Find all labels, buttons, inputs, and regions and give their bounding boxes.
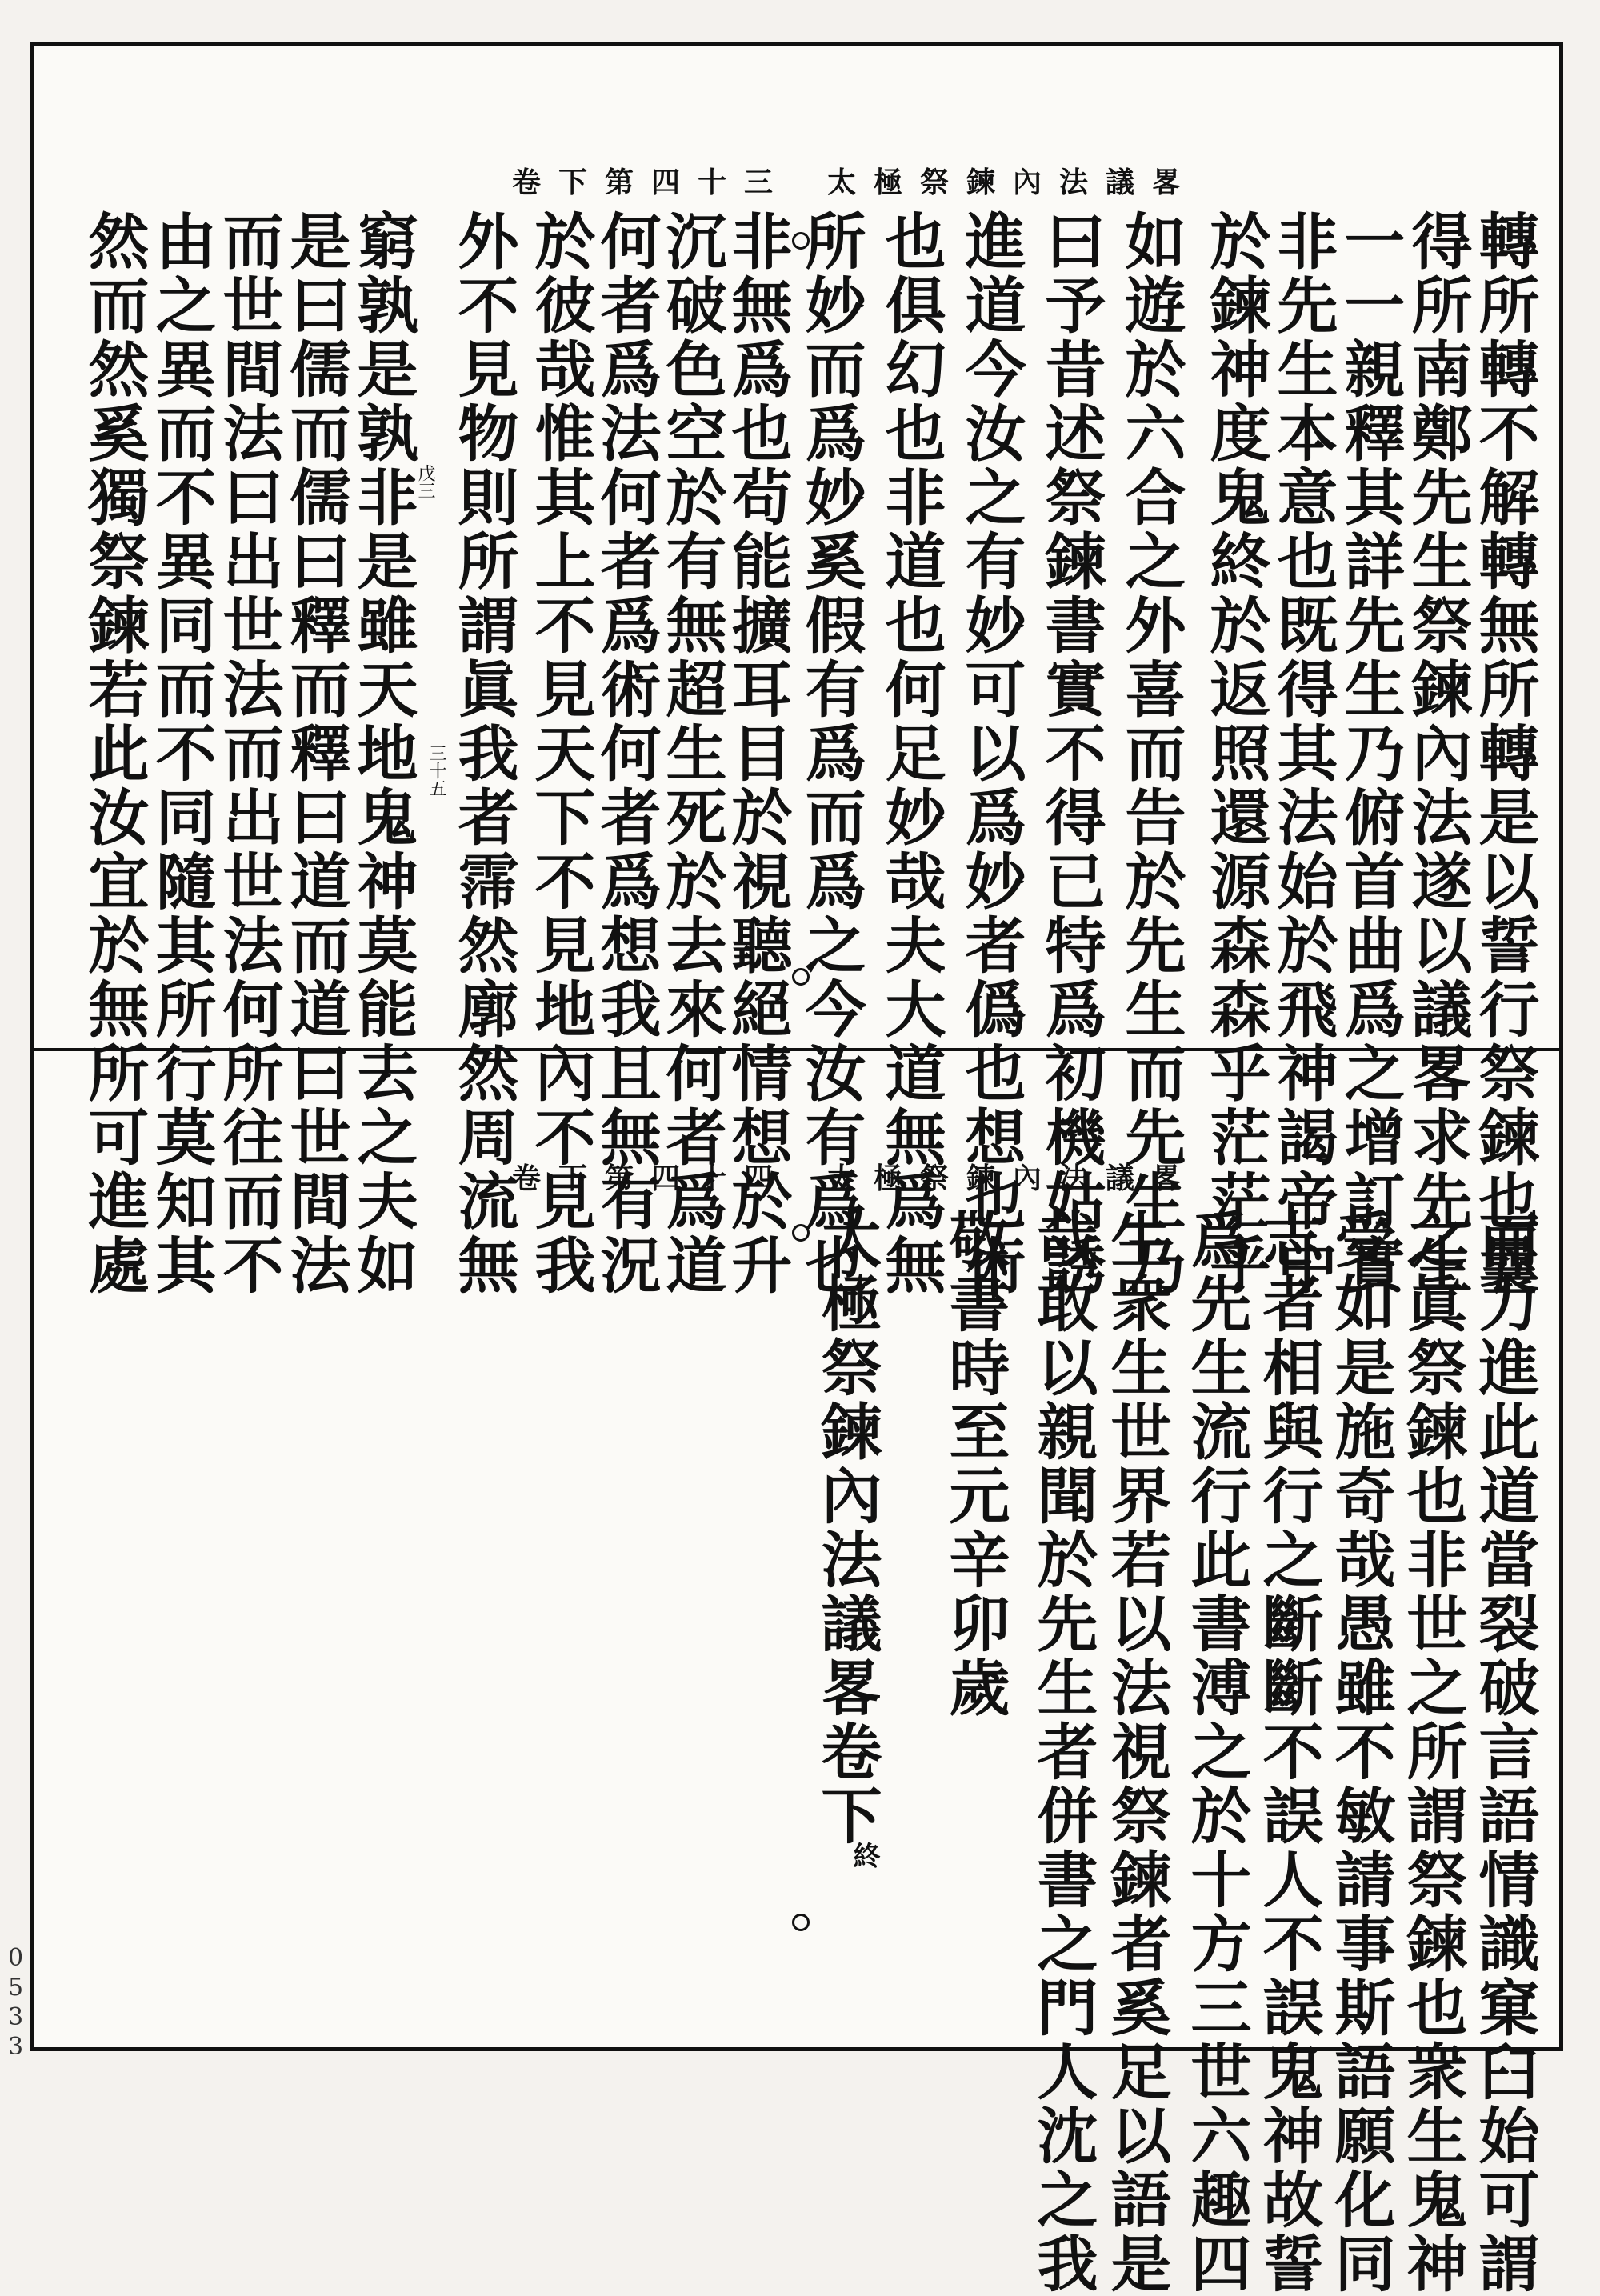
bottom-column-2: 之眞祭鍊也非世之所謂祭鍊也衆生鬼神 xyxy=(1397,1208,1468,2296)
bottom-header-title: 太極祭鍊內法議畧 xyxy=(827,1162,1199,1195)
top-header-title: 太極祭鍊內法議畧 xyxy=(827,166,1199,199)
top-column-5: 於鍊神度鬼終於返照還源森森乎茫茫乎 xyxy=(1200,210,1271,1298)
top-column-3: 一一親釋其詳先生乃俯首曲爲之增訂實 xyxy=(1334,210,1406,1298)
bottom-folio-header xyxy=(512,1156,1198,1197)
top-column-4: 非先生本意也既得其法始於飛神謁帝中 xyxy=(1267,210,1338,1298)
marginal-note: 戊三 xyxy=(415,464,435,499)
bottom-column-1: 而力進此道當裂破言語情識窠臼始可謂 xyxy=(1469,1208,1540,2296)
bottom-column-4: 志者相與行之斷斷不誤人不誤鬼神故誓 xyxy=(1253,1208,1324,2296)
top-column-15: 外不見物則所謂眞我者霈然廓然周流無 xyxy=(448,210,519,1298)
bottom-column-3: 受如是施奇哉愚雖不敏請事斯語願化同 xyxy=(1325,1208,1396,2296)
top-column-19: 由之異而不異同而不同隨其所行莫知其 xyxy=(146,210,217,1298)
top-column-9: 也俱幻也非道也何足妙哉夫大道無爲無 xyxy=(875,210,946,1298)
bottom-column-8: 敬書時至元辛卯歲 xyxy=(939,1208,1010,1720)
top-column-18: 而世間法曰出世法而出世法何所往而不 xyxy=(213,210,284,1298)
bottom-column-5: 爲先生流行此書溥之於十方三世六趣四 xyxy=(1181,1208,1252,2296)
top-column-10: 所妙而爲妙奚假有爲而爲之今汝有爲也 xyxy=(795,210,866,1298)
top-column-16: 窮孰是孰非是雖天地鬼神莫能去之夫如 xyxy=(347,210,418,1298)
page-number: 0533 xyxy=(2,1944,30,2062)
top-column-6: 如遊於六合之外喜而告於先生而先生乃 xyxy=(1115,210,1186,1298)
bottom-title-column: 太極祭鍊內法議畧卷下 xyxy=(811,1208,882,1848)
bottom-header-juan: 卷下第四十四 xyxy=(512,1162,791,1195)
circle-mark xyxy=(792,232,810,250)
circle-mark xyxy=(792,968,810,986)
top-column-17: 是曰儒而儒曰釋而釋曰道而道曰世間法 xyxy=(280,210,351,1298)
top-column-12: 沉破色空於有無超生死於去來何者爲道 xyxy=(656,210,727,1298)
bottom-column-6: 生衆生世界若以法視祭鍊者奚足以語是 xyxy=(1101,1208,1172,2296)
top-header-juan: 卷下第四十三 xyxy=(512,166,791,199)
circle-mark xyxy=(792,1224,810,1242)
top-column-8: 進道今汝之有妙可以爲妙者僞也想也術 xyxy=(955,210,1026,1298)
top-column-1: 轉所轉不解轉無所轉是以誓行祭鍊也曩 xyxy=(1469,210,1540,1298)
top-column-13: 何者爲法何者爲術何者爲想我且無有況 xyxy=(590,210,662,1298)
end-mark: 終 xyxy=(848,1842,880,1869)
bottom-column-7: 哉敢以親聞於先生者併書之門人沈之我 xyxy=(1027,1208,1098,2296)
top-column-14: 於彼哉惟其上不見天下不見地內不見我 xyxy=(525,210,596,1298)
top-column-2: 得所南鄭先生祭鍊內法遂以議畧求先生 xyxy=(1402,210,1473,1298)
top-column-11: 非無爲也茍能擴耳目於視聽絕情想於升 xyxy=(722,210,793,1298)
marginal-note: 三十五 xyxy=(426,744,446,797)
top-column-20: 然而然奚獨祭鍊若此汝宜於無所可進處 xyxy=(78,210,150,1298)
top-column-7: 曰予昔述祭鍊書實不得已特爲初機姑誘 xyxy=(1035,210,1106,1298)
circle-mark xyxy=(792,1914,810,1931)
top-folio-header xyxy=(512,160,1198,201)
